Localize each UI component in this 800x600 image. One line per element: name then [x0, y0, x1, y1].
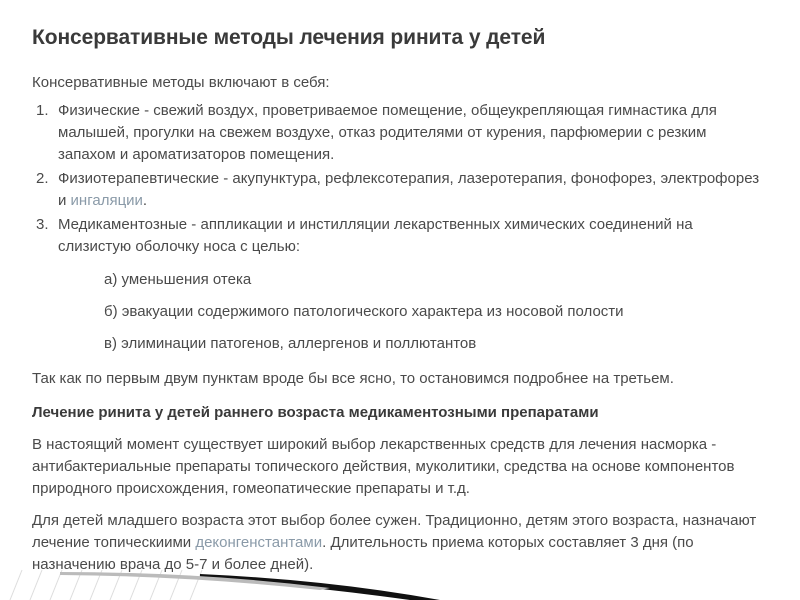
sublist-item: а) уменьшения отека	[104, 271, 252, 288]
list-item	[32, 214, 767, 258]
list-item-text: Медикаментозные - аппликации и инстилляции лекарственных химических соединений на слизистую оболочку носа с целью:	[58, 216, 693, 255]
paragraph-text: Для детей младшего возраста этот выбор более сужен. Традиционно, детям этого возраста, назначают лечение топическиими	[32, 512, 757, 551]
goals-sublist	[32, 264, 767, 360]
list-number: 2.	[36, 170, 49, 187]
sublist-item: в) элиминации патогенов, аллергенов и поллютантов	[104, 335, 477, 352]
list-item	[32, 168, 767, 212]
list-item-text: Физические - свежий воздух, проветриваемое помещение, общеукрепляющая гимнастика для малышей, прогулки на свежем воздухе, отказ родителями от курения, парфюмерии с резким запахом и ароматизаторов помещения.	[58, 102, 717, 163]
paragraph-text-end: . Длительность приема которых составляет 3 дня (по назначению врача до 5-7 и более дней).	[32, 534, 694, 573]
intro-text: Консервативные методы включают в себя:	[32, 74, 330, 91]
paragraph-medicines: В настоящий момент существует широкий выбор лекарственных средств для лечения насморка - антибактериальные препараты топического действия, муколитики, средства на основе компонентов природного происхождения, гомеопатические препараты и т.д.	[32, 436, 735, 497]
decorative-footer-swoosh	[0, 566, 800, 600]
inhalation-link[interactable]: ингаляции	[70, 192, 143, 209]
after-list-text: Так как по первым двум пунктам вроде бы все ясно, то остановимся подробнее на третьем.	[32, 370, 674, 387]
page-title: Консервативные методы лечения ринита у детей	[32, 26, 546, 49]
decongestants-link[interactable]: деконгенстантами	[195, 534, 323, 551]
sublist-item: б) эвакуации содержимого патологического характера из носовой полости	[104, 303, 624, 320]
list-number: 1.	[36, 102, 49, 119]
list-number: 3.	[36, 216, 49, 233]
article	[32, 26, 767, 576]
list-item-tail: .	[142, 192, 148, 209]
section-heading: Лечение ринита у детей раннего возраста медикаментозными препаратами	[32, 404, 599, 421]
methods-list	[32, 100, 767, 258]
list-item	[32, 100, 767, 166]
list-item-text: Физиотерапевтические - акупунктура, рефлексотерапия, лазеротерапия, фонофорез, электрофорез и	[58, 170, 760, 209]
